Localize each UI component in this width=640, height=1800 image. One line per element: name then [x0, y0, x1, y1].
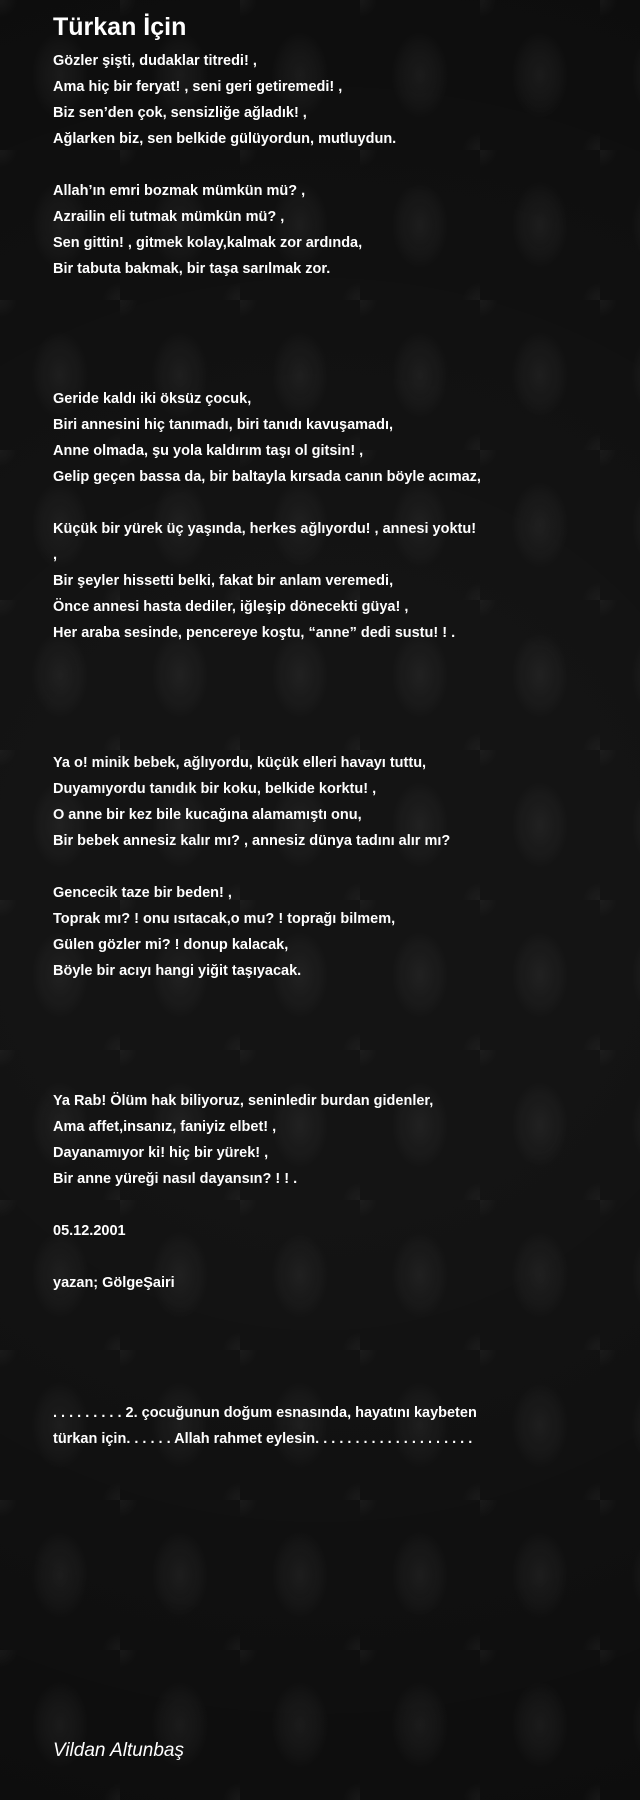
stanza-4 — [53, 516, 613, 646]
poem-line: Duyamıyordu tanıdık bir koku, belkide korktu! , — [53, 781, 377, 797]
poem-line: Gelip geçen bassa da, bir baltayla kırsada canın böyle acımaz, — [53, 469, 481, 485]
stanza-gap — [53, 490, 613, 516]
poem-line: Ya Rab! Ölüm hak biliyoruz, seninledir burdan gidenler, — [53, 1093, 434, 1109]
poem-line: Gülen gözler mi? ! donup kalacak, — [53, 937, 289, 953]
poem-line: Biz sen’den çok, sensizliğe ağladık! , — [53, 105, 307, 121]
stanza-gap — [53, 646, 613, 750]
stanza-gap — [53, 152, 613, 178]
stanza-3 — [53, 386, 613, 490]
poem-body — [53, 48, 613, 1452]
poem-line: Toprak mı? ! onu ısıtacak,o mu? ! toprağı bilmem, — [53, 911, 396, 927]
poem-line: Azrailin eli tutmak mümkün mü? , — [53, 209, 285, 225]
poem-line: O anne bir kez bile kucağına alamamıştı onu, — [53, 807, 362, 823]
stanza-1 — [53, 48, 613, 152]
stanza-5 — [53, 750, 613, 854]
dedication-line: türkan için. . . . . . Allah rahmet eylesin. . . . . . . . . . . . . . . . . . . . — [53, 1431, 473, 1447]
stanza-gap — [53, 984, 613, 1088]
poem-line: Gencecik taze bir beden! , — [53, 885, 232, 901]
poem-line: Önce annesi hasta dediler, iğleşip dönecekti güya! , — [53, 599, 409, 615]
stanza-gap — [53, 282, 613, 386]
poem-line: Geride kaldı iki öksüz çocuk, — [53, 391, 252, 407]
stanza-2 — [53, 178, 613, 282]
poem-line: Ama hiç bir feryat! , seni geri getiremedi! , — [53, 79, 343, 95]
poem-line: Bir şeyler hissetti belki, fakat bir anlam veremedi, — [53, 573, 394, 589]
poem-line: Ağlarken biz, sen belkide gülüyordun, mutluydun. — [53, 131, 397, 147]
poem-date: 05.12.2001 — [53, 1223, 126, 1239]
dedication — [53, 1400, 613, 1452]
poem-line: Sen gittin! , gitmek kolay,kalmak zor ardında, — [53, 235, 363, 251]
poem-line: Biri annesini hiç tanımadı, biri tanıdı kavuşamadı, — [53, 417, 394, 433]
stanza-6 — [53, 880, 613, 984]
poem-title: Türkan İçin — [53, 13, 187, 41]
poem-line: Allah’ın emri bozmak mümkün mü? , — [53, 183, 306, 199]
stanza-gap — [53, 854, 613, 880]
poem-line: Ama affet,insanız, faniyiz elbet! , — [53, 1119, 277, 1135]
dedication-line: . . . . . . . . . 2. çocuğunun doğum esnasında, hayatını kaybeten — [53, 1405, 477, 1421]
poem-line: Küçük bir yürek üç yaşında, herkes ağlıyordu! , annesi yoktu! — [53, 521, 477, 537]
poem-line: Ya o! minik bebek, ağlıyordu, küçük elleri havayı tuttu, — [53, 755, 427, 771]
poem-line: Böyle bir acıyı hangi yiğit taşıyacak. — [53, 963, 302, 979]
poem-line: Bir anne yüreği nasıl dayansın? ! ! . — [53, 1171, 298, 1187]
stanza-7 — [53, 1088, 613, 1192]
author-name: Vildan Altunbaş — [53, 1740, 184, 1761]
poem-line: Her araba sesinde, pencereye koştu, “anne” dedi sustu! ! . — [53, 625, 456, 641]
poem-signature: yazan; GölgeŞairi — [53, 1275, 175, 1291]
stanza-gap — [53, 1192, 613, 1218]
poem-line: Bir tabuta bakmak, bir taşa sarılmak zor. — [53, 261, 331, 277]
poem-line: Anne olmada, şu yola kaldırım taşı ol gitsin! , — [53, 443, 364, 459]
stanza-gap — [53, 1296, 613, 1400]
poem-line: Dayanamıyor ki! hiç bir yürek! , — [53, 1145, 269, 1161]
stanza-gap — [53, 1244, 613, 1270]
poem-line: Gözler şişti, dudaklar titredi! , — [53, 53, 257, 69]
poem-line: , — [53, 547, 58, 563]
poem-line: Bir bebek annesiz kalır mı? , annesiz dünya tadını alır mı? — [53, 833, 451, 849]
